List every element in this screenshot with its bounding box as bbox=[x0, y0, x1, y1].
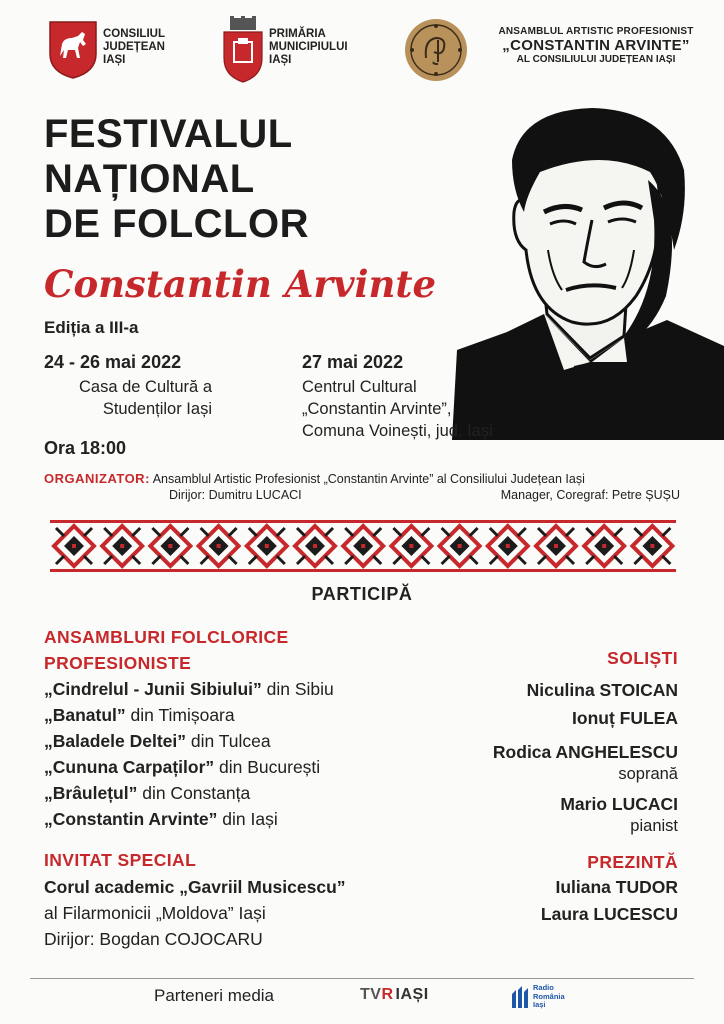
soloists-block bbox=[493, 646, 678, 836]
organizer-block bbox=[44, 471, 680, 503]
embroidery-motif bbox=[632, 526, 672, 566]
cj-logo bbox=[48, 20, 98, 85]
ensembles-heading-line1: ANSAMBLURI FOLCLORICE bbox=[44, 627, 289, 647]
tvr-logo-part2: R bbox=[381, 986, 394, 1003]
ensemble-item-name: „Cununa Carpaților” bbox=[44, 757, 215, 777]
cj-line1: CONSILIUL bbox=[103, 28, 165, 40]
ensemble-logo bbox=[404, 18, 468, 87]
media-partners-label: Parteneri media bbox=[154, 986, 275, 1005]
festival-name-script: Constantin Arvinte bbox=[44, 262, 437, 306]
ensemble-line2: „CONSTANTIN ARVINTE” bbox=[502, 37, 690, 54]
pm-line3: IAȘI bbox=[269, 54, 292, 66]
cj-line3: IAȘI bbox=[103, 54, 126, 66]
embroidery-motif bbox=[54, 526, 94, 566]
event2-venue-line2: „Constantin Arvinte”, bbox=[302, 400, 452, 418]
soloists-heading: SOLIȘTI bbox=[607, 648, 678, 668]
ensembles-heading bbox=[44, 624, 289, 676]
event1-venue-line2: Studenților Iași bbox=[102, 400, 212, 418]
radio-logo-line2: România bbox=[533, 991, 565, 1001]
ensemble-line1: ANSAMBLUL ARTISTIC PROFESIONIST bbox=[498, 26, 694, 37]
ensemble-item-place: din Constanța bbox=[137, 783, 251, 803]
portrait-illustration bbox=[452, 100, 724, 445]
soloist-3-role: soprană bbox=[618, 765, 678, 783]
ensemble-item-name: „Constantin Arvinte” bbox=[44, 809, 218, 829]
guest-block bbox=[44, 874, 346, 952]
event1-venue-line1: Casa de Cultură a bbox=[79, 378, 212, 396]
organizer-name: Ansamblul Artistic Profesionist „Constantin Arvinte” al Consiliului Județean Iași bbox=[152, 472, 585, 486]
cj-line2: JUDEȚEAN bbox=[103, 41, 165, 53]
pm-name bbox=[269, 28, 348, 67]
organizer-conductor: Dirijor: Dumitru LUCACI bbox=[169, 488, 302, 502]
guest-line1: Corul academic „Gavriil Musicescu” bbox=[44, 877, 346, 897]
embroidery-motif bbox=[488, 526, 528, 566]
pm-line2: MUNICIPIULUI bbox=[269, 41, 348, 53]
soloist-4: Mario LUCACI bbox=[560, 794, 678, 814]
guest-heading: INVITAT SPECIAL bbox=[44, 850, 197, 870]
ensemble-item-name: „Brâulețul” bbox=[44, 783, 138, 803]
radio-logo-line1: Radio bbox=[533, 983, 554, 993]
event1-date: 24 - 26 mai 2022 bbox=[44, 352, 182, 372]
ensemble-item-place: din Tulcea bbox=[186, 731, 271, 751]
ensemble-name bbox=[476, 26, 716, 65]
ensemble-item bbox=[44, 728, 334, 754]
host-2: Laura LUCESCU bbox=[540, 904, 678, 924]
guest-line2: al Filarmonicii „Moldova” Iași bbox=[44, 903, 266, 923]
cj-name bbox=[103, 28, 165, 67]
ensemble-emblem-icon bbox=[404, 18, 468, 82]
soloist-4-role: pianist bbox=[630, 817, 678, 835]
embroidery-motif bbox=[150, 526, 190, 566]
tvr-logo-part3: IAȘI bbox=[395, 986, 429, 1003]
ensemble-item-name: „Cindrelul - Junii Sibiului” bbox=[44, 679, 262, 699]
ensemble-line3: AL CONSILIULUI JUDEȚEAN IAȘI bbox=[516, 54, 676, 65]
embroidery-motif bbox=[295, 526, 335, 566]
tvr-iasi-logo bbox=[360, 986, 429, 1004]
radio-wave-icon bbox=[510, 984, 530, 1010]
organizer-label: ORGANIZATOR: bbox=[44, 471, 150, 486]
tvr-logo-part1: TV bbox=[360, 986, 382, 1003]
county-coat-of-arms-icon bbox=[48, 20, 98, 80]
event2-venue bbox=[302, 376, 493, 442]
event-time: Ora 18:00 bbox=[44, 438, 127, 458]
pm-logo bbox=[222, 14, 264, 89]
radio-romania-iasi-logo bbox=[510, 984, 565, 1010]
embroidery-motif bbox=[536, 526, 576, 566]
festival-title bbox=[44, 112, 309, 247]
embroidery-motif bbox=[440, 526, 480, 566]
ensemble-item bbox=[44, 754, 334, 780]
radio-logo-line3: Iași bbox=[533, 1000, 546, 1010]
title-line2: NAȚIONAL bbox=[44, 157, 255, 201]
pm-line1: PRIMĂRIA bbox=[269, 28, 326, 40]
host-1: Iuliana TUDOR bbox=[555, 877, 678, 897]
participa-heading: PARTICIPĂ bbox=[311, 584, 413, 604]
soloist-3: Rodica ANGHELESCU bbox=[492, 742, 678, 762]
organizer-manager: Manager, Coregraf: Petre ȘUȘU bbox=[500, 488, 680, 502]
embroidery-motif bbox=[247, 526, 287, 566]
embroidery-motif bbox=[199, 526, 239, 566]
embroidery-pattern-icon bbox=[50, 520, 676, 572]
guest-line3: Dirijor: Bogdan COJOCARU bbox=[44, 929, 263, 949]
folk-embroidery-band bbox=[50, 520, 676, 577]
embroidery-motif bbox=[102, 526, 142, 566]
event2-date: 27 mai 2022 bbox=[302, 352, 404, 372]
ensemble-item bbox=[44, 780, 334, 806]
event2-venue-line3: Comuna Voinești, jud. Iași bbox=[302, 422, 493, 440]
event2-venue-line1: Centrul Cultural bbox=[302, 378, 417, 396]
hosts-block bbox=[541, 850, 678, 928]
event1-venue bbox=[44, 376, 212, 420]
ensemble-item bbox=[44, 806, 334, 832]
hosts-heading: PREZINTĂ bbox=[587, 852, 678, 872]
ensemble-list bbox=[44, 676, 334, 832]
title-line3: DE FOLCLOR bbox=[44, 202, 309, 246]
ensemble-item-name: „Baladele Deltei” bbox=[44, 731, 186, 751]
ensemble-item bbox=[44, 702, 334, 728]
embroidery-motif bbox=[584, 526, 624, 566]
soloist-1: Niculina STOICAN bbox=[526, 680, 678, 700]
soloist-2: Ionuț FULEA bbox=[572, 708, 678, 728]
ensemble-item-place: din București bbox=[214, 757, 321, 777]
ensemble-item-place: din Sibiu bbox=[261, 679, 334, 699]
ensemble-item bbox=[44, 676, 334, 702]
portrait-icon bbox=[452, 100, 724, 440]
ensemble-item-place: din Timișoara bbox=[125, 705, 235, 725]
edition: Ediția a III-a bbox=[44, 318, 139, 337]
ensemble-item-place: din Iași bbox=[217, 809, 278, 829]
title-line1: FESTIVALUL bbox=[44, 112, 293, 156]
embroidery-motif bbox=[343, 526, 383, 566]
embroidery-motif bbox=[391, 526, 431, 566]
ensemble-item-name: „Banatul” bbox=[44, 705, 126, 725]
ensembles-heading-line2: PROFESIONISTE bbox=[44, 653, 192, 673]
footer-divider bbox=[30, 978, 694, 979]
city-coat-of-arms-icon bbox=[222, 14, 264, 84]
